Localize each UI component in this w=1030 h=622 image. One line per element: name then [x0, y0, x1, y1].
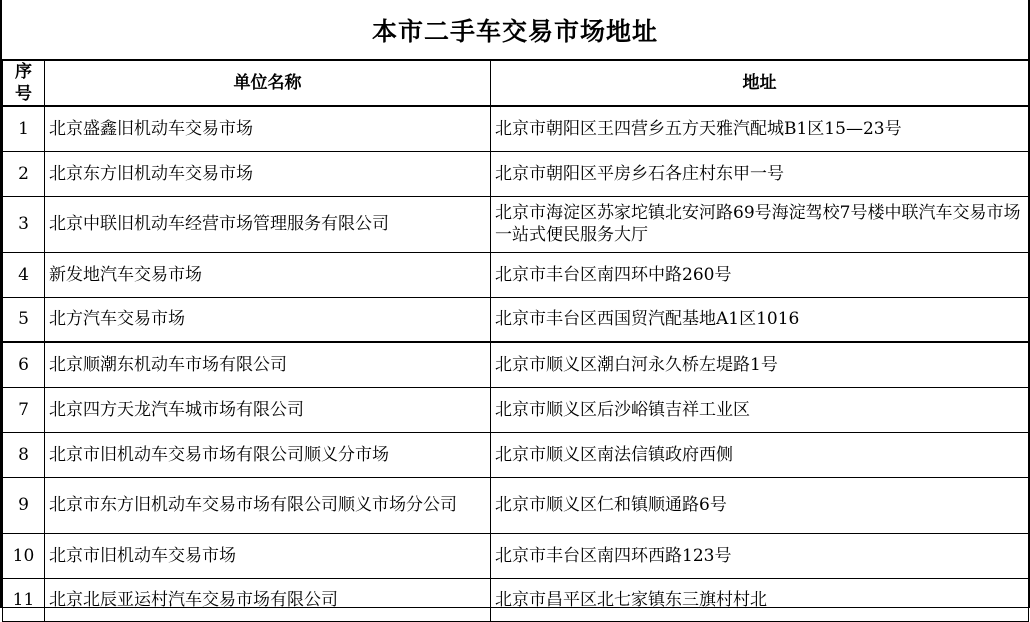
table-row: [3, 252, 1029, 297]
table-row: [3, 477, 1029, 533]
row-address: 北京市丰台区南四环西路123号: [491, 533, 1029, 578]
row-seq: 4: [3, 252, 45, 297]
row-seq: 2: [3, 151, 45, 196]
page-title: 本市二手车交易市场地址: [371, 16, 658, 46]
row-name: 北京四方天龙汽车城市场有限公司: [45, 387, 491, 432]
column-header-address: 地址: [491, 60, 1029, 106]
row-name: 北京市旧机动车交易市场有限公司顺义分市场: [45, 432, 491, 477]
row-address: 北京市顺义区后沙峪镇吉祥工业区: [491, 387, 1029, 432]
row-address: 北京市朝阳区平房乡石各庄村东甲一号: [491, 151, 1029, 196]
table-row: [3, 106, 1029, 151]
row-seq: 1: [3, 106, 45, 151]
row-name: 北京顺潮东机动车市场有限公司: [45, 342, 491, 387]
table-row: [3, 342, 1029, 387]
row-address: 北京市丰台区西国贸汽配基地A1区1016: [491, 297, 1029, 342]
row-name: 北京北辰亚运村汽车交易市场有限公司: [45, 578, 491, 621]
row-name: 北京盛鑫旧机动车交易市场: [45, 106, 491, 151]
table-row: [3, 578, 1029, 621]
row-seq: 5: [3, 297, 45, 342]
row-seq: 10: [3, 533, 45, 578]
row-address: 北京市顺义区仁和镇顺通路6号: [491, 477, 1029, 533]
row-name: 北京东方旧机动车交易市场: [45, 151, 491, 196]
table-row: [3, 297, 1029, 342]
row-address: 北京市丰台区南四环中路260号: [491, 252, 1029, 297]
table-row: [3, 432, 1029, 477]
row-address: 北京市朝阳区王四营乡五方天雅汽配城B1区15—23号: [491, 106, 1029, 151]
row-address: 北京市昌平区北七家镇东三旗村村北: [491, 578, 1029, 621]
row-name: 北京市东方旧机动车交易市场有限公司顺义市场分公司: [45, 477, 491, 533]
row-seq: 8: [3, 432, 45, 477]
market-table: [2, 59, 1029, 622]
table-row: [3, 387, 1029, 432]
table-header: [3, 60, 1029, 106]
table-row: [3, 196, 1029, 252]
column-header-seq: 序号: [3, 60, 45, 106]
row-seq: 6: [3, 342, 45, 387]
row-seq: 11: [3, 578, 45, 621]
column-header-name: 单位名称: [45, 60, 491, 106]
row-name: 北方汽车交易市场: [45, 297, 491, 342]
row-name: 北京市旧机动车交易市场: [45, 533, 491, 578]
row-seq: 3: [3, 196, 45, 252]
table-row: [3, 151, 1029, 196]
table-row: [3, 533, 1029, 578]
row-name: 新发地汽车交易市场: [45, 252, 491, 297]
row-name: 北京中联旧机动车经营市场管理服务有限公司: [45, 196, 491, 252]
row-address: 北京市顺义区南法信镇政府西侧: [491, 432, 1029, 477]
row-address: 北京市海淀区苏家坨镇北安河路69号海淀驾校7号楼中联汽车交易市场一站式便民服务大厅: [491, 196, 1029, 252]
row-address: 北京市顺义区潮白河永久桥左堤路1号: [491, 342, 1029, 387]
row-seq: 7: [3, 387, 45, 432]
row-seq: 9: [3, 477, 45, 533]
